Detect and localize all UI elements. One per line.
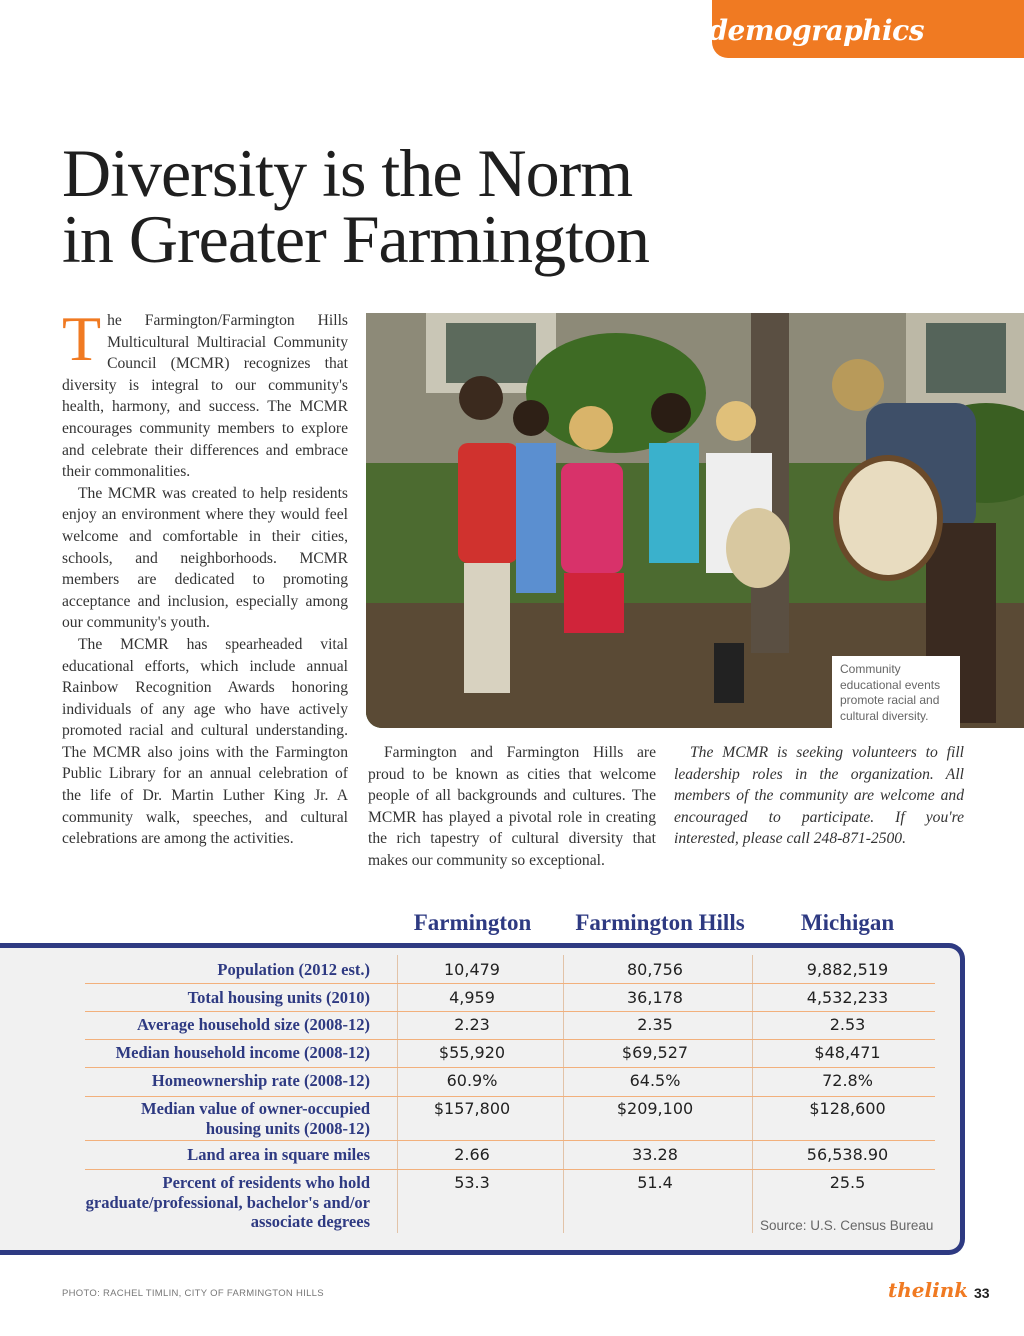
page-title <box>62 135 782 277</box>
row-value: $55,920 <box>438 1043 506 1062</box>
table-row <box>85 1040 935 1068</box>
table-header-row <box>0 910 1024 944</box>
table-row <box>85 984 935 1012</box>
row-value: 53.3 <box>454 1173 490 1192</box>
row-value: 2.23 <box>454 1015 490 1034</box>
drop-cap: T <box>62 303 102 374</box>
table-row <box>85 955 935 984</box>
row-value: 51.4 <box>637 1173 673 1192</box>
table-row <box>85 1068 935 1097</box>
row-value: $157,800 <box>433 1099 511 1118</box>
section-label: demographics <box>708 14 924 47</box>
photo-caption: Community educational events promote racial and cultural diversity. <box>832 656 960 728</box>
table-row <box>85 1141 935 1170</box>
row-label: Population (2012 est.) <box>217 960 370 979</box>
article-column-3 <box>674 742 964 850</box>
header-farmington-hills: Farmington Hills <box>575 910 745 935</box>
page-number: 33 <box>974 1285 990 1301</box>
row-value: 25.5 <box>829 1173 866 1192</box>
row-value: $209,100 <box>616 1099 694 1118</box>
row-value: 4,532,233 <box>806 988 889 1007</box>
row-value: 33.28 <box>632 1145 678 1164</box>
row-value: 56,538.90 <box>806 1145 889 1164</box>
row-value: 80,756 <box>627 960 683 979</box>
row-label: Land area in square miles <box>187 1145 370 1164</box>
row-value: 72.8% <box>822 1071 873 1090</box>
title-line-1: Diversity is the Norm <box>62 135 633 211</box>
row-value: 36,178 <box>627 988 683 1007</box>
row-value: 10,479 <box>444 960 500 979</box>
article-column-2 <box>368 742 656 872</box>
row-value: 9,882,519 <box>806 960 889 979</box>
volunteer-callout: The MCMR is seeking volunteers to fill leadership roles in the organization. All members of the community are welcome and encouraged to participate. If you're interested, please call 248-871-2500. <box>674 744 964 848</box>
row-value: 2.35 <box>637 1015 673 1034</box>
row-value: 60.9% <box>446 1071 498 1090</box>
community-photo <box>366 313 1024 728</box>
row-value: 64.5% <box>629 1071 681 1090</box>
paragraph-2: The MCMR was created to help residents enjoy an environment where they would feel welcome and comfortable in their cities, schools, and neighborhoods. MCMR members are dedicated to promoting acceptance and inclusion, especially among our community's youth. <box>62 484 348 632</box>
table-row <box>85 1012 935 1040</box>
table-row <box>85 1097 935 1141</box>
photo-credit: PHOTO: RACHEL TIMLIN, CITY OF FARMINGTON HILLS <box>62 1288 324 1299</box>
paragraph-3: The MCMR has spearheaded vital educational efforts, which include annual Rainbow Recognition Awards honoring individuals of any age who have actively promoted racial and cultural understanding. The MCMR also joins with the Farmington Public Library for an annual celebration of the life of Dr. Martin Luther King Jr. A community walk, speeches, and cultural celebrations are among the activities. <box>62 635 348 848</box>
section-tab <box>708 0 1024 58</box>
title-line-2: in Greater Farmington <box>62 201 650 277</box>
row-value: $69,527 <box>621 1043 689 1062</box>
paragraph-1 <box>62 303 348 483</box>
row-label: Percent of residents who hold graduate/professional, bachelor's and/or associate degrees <box>85 1173 370 1231</box>
magazine-brand: thelink <box>888 1278 969 1302</box>
header-farmington: Farmington <box>413 910 532 935</box>
row-label: Average household size (2008-12) <box>137 1015 370 1034</box>
row-value: $48,471 <box>814 1043 881 1062</box>
row-label: Median household income (2008-12) <box>115 1043 370 1062</box>
table-source: Source: U.S. Census Bureau <box>760 1218 934 1233</box>
row-value: 2.53 <box>829 1015 866 1034</box>
row-label: Median value of owner-occupied housing units (2008-12) <box>141 1099 370 1138</box>
paragraph-4: Farmington and Farmington Hills are proud to be known as cities that welcome people of all backgrounds and cultures. The MCMR has played a pivotal role in creating the rich tapestry of cultural diversity that makes our community so exceptional. <box>368 744 656 869</box>
row-value: 2.66 <box>454 1145 490 1164</box>
row-label: Homeownership rate (2008-12) <box>151 1071 370 1090</box>
row-value: $128,600 <box>809 1099 886 1118</box>
paragraph-1-text: he Farmington/Farmington Hills Multicultural Multiracial Community Council (MCMR) recognizes that diversity is integral to our community's health, harmony, and success. The MCMR encourages community members to explore and celebrate their differences and embrace their commonalities. <box>62 312 348 481</box>
row-value: 4,959 <box>449 988 495 1007</box>
row-label: Total housing units (2010) <box>187 988 370 1007</box>
header-michigan: Michigan <box>800 910 895 935</box>
article-column-1 <box>62 303 348 850</box>
